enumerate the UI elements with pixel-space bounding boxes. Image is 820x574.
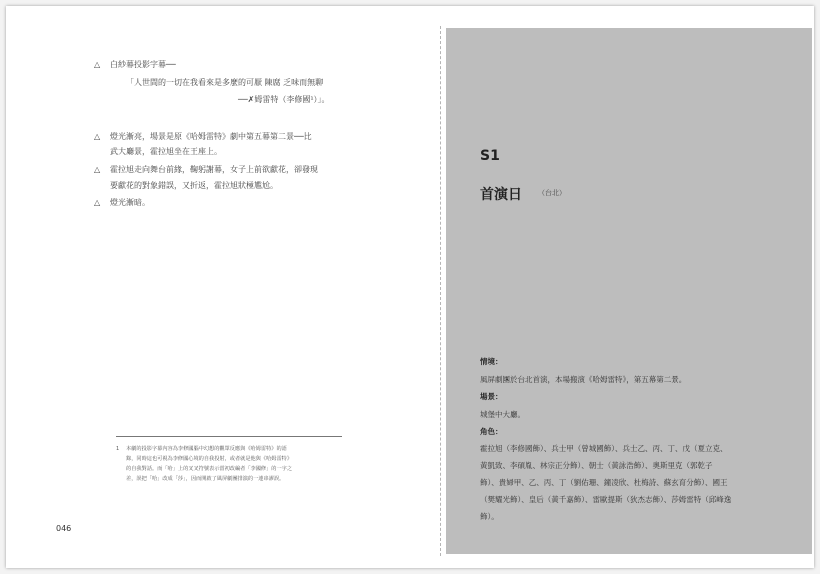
- stage-direction-text: 霍拉旭走向舞台前緣，鞠躬謝幕，女子上前欲獻花，卻發現: [110, 165, 318, 174]
- triangle-marker-icon: △: [94, 198, 101, 207]
- setting-label: 場景：: [480, 392, 503, 401]
- stage-direction-text: 燈光漸暗。: [110, 198, 150, 207]
- footnote-line: 本劇的投影字幕內容為李修國腦中幻想的觀眾反應與《哈姆雷特》的語: [126, 446, 287, 452]
- triangle-marker-icon: △: [94, 132, 101, 141]
- situation-text: 風屏劇團於台北首演，本場搬演《哈姆雷特》，第五幕第二景。: [480, 375, 687, 384]
- quote-attribution: ──✗姆雷特（李修國¹）」。: [238, 95, 330, 104]
- roles-label: 角色：: [480, 427, 503, 436]
- scene-city: （台北）: [538, 189, 566, 197]
- page-number: 046: [56, 524, 72, 533]
- roles-line: 飾）。: [480, 512, 499, 521]
- book-spread: [6, 6, 814, 568]
- stage-direction: [94, 130, 312, 143]
- roles-line: 飾）、貴婦甲、乙、丙、丁（劉佑珊、鐘凌欣、杜梅詩、蘇玄育分飾）、國王: [480, 478, 728, 487]
- stage-direction-text: 燈光漸亮，場景是原《哈姆雷特》劇中第五幕第二景──比: [110, 132, 312, 141]
- roles-line: （樊耀光飾）、皇后（黃千嘉飾）、雷歐提斯（狄杰志飾）、莎姆雷特（邱峰逸: [480, 495, 732, 504]
- left-page: [6, 6, 436, 568]
- stage-direction: [94, 196, 150, 209]
- stage-direction-text: 白紗幕投影字幕──: [110, 60, 176, 69]
- setting-text: 城堡中大廳。: [480, 410, 525, 419]
- scene-title: 首演日: [480, 187, 522, 203]
- footnote-line: 錄，同時這也可視為李修國心境的自我投射，或者就是他與《哈姆雷特》: [126, 456, 293, 462]
- triangle-marker-icon: △: [94, 165, 101, 174]
- page-gutter-divider: [440, 26, 441, 556]
- footnote-line: 的自我對話。而「哈」上的叉叉符號表示當初改編者「李國修」的一字之: [126, 466, 293, 472]
- triangle-marker-icon: △: [94, 60, 101, 69]
- stage-direction: [94, 58, 176, 71]
- quote-line: 「人世間的一切在我看來是多麼的可厭 陳腐 乏味而無聊: [126, 78, 324, 87]
- scene-panel: [446, 28, 812, 554]
- footnote-divider: [116, 436, 342, 437]
- roles-line: 黃凱致、李碩胤、林宗正分飾）、朝士（黃詠浩飾）、奧斯里克（郭乾子: [480, 461, 713, 470]
- footnote-line: 差，誤把「哈」改成「莎」，因而開啟了風屏劇團排演的一連串謬誤。: [126, 476, 285, 482]
- stage-direction-continuation: 武大廳景，霍拉旭坐在王座上。: [110, 147, 222, 156]
- stage-direction: [94, 163, 318, 176]
- roles-line: 霍拉旭（李修國飾）、兵士甲（曾城國飾）、兵士乙、丙、丁、戊（夏立克、: [480, 444, 728, 453]
- stage-direction-continuation: 要獻花的對象錯誤，又折返，霍拉旭狀極尷尬。: [110, 181, 278, 190]
- footnote-number: 1: [116, 446, 120, 452]
- scene-code: S1: [480, 148, 500, 164]
- situation-label: 情境：: [480, 357, 503, 366]
